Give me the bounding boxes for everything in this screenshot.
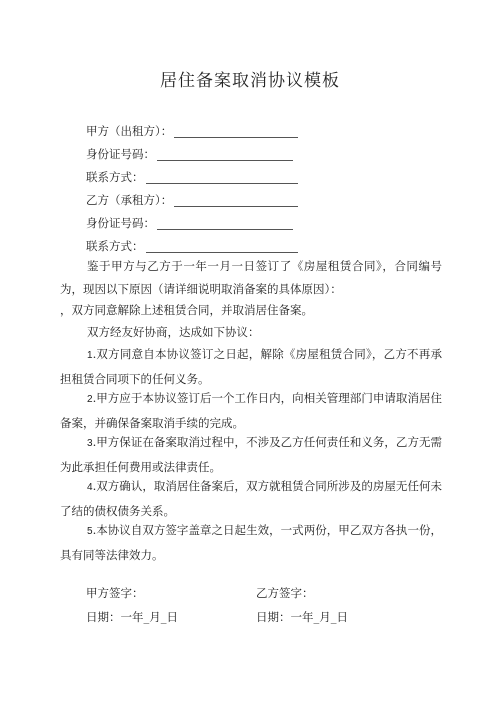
blank-line — [174, 126, 298, 138]
clause-number: 4 — [87, 482, 93, 493]
clause-number: 1 — [87, 350, 93, 361]
field-label: 联系方式： — [86, 170, 144, 184]
party-a-name-field — [86, 124, 298, 138]
clause-5 — [60, 519, 442, 566]
clause-number: 2 — [87, 394, 93, 405]
field-label: 身份证号码： — [86, 216, 155, 230]
field-label: 身份证号码： — [86, 147, 155, 161]
document-title: 居住备案取消协议模板 — [160, 71, 340, 91]
blank-line — [146, 172, 298, 184]
clause-text: .甲方应于本协议签订后一个工作日内，向相关管理部门申请取消居住备案，并确保备案取消手续的完成。 — [60, 391, 442, 430]
party-a-id-field — [86, 147, 293, 161]
clause-number: 3 — [87, 438, 93, 449]
clause-1 — [60, 343, 442, 390]
clause-4 — [60, 475, 442, 522]
clause-text: .双方同意自本协议签订之日起，解除《房屋租赁合同》，乙方不再承担租赁合同项下的任何义务。 — [60, 347, 442, 386]
agreement-lead: 双方经友好协商，达成如下协议： — [87, 325, 260, 339]
field-label: 甲方（出租方）： — [86, 124, 173, 138]
consent-paragraph: ，双方同意解除上述租赁合同，并取消居住备案。 — [60, 303, 313, 317]
clause-text: .本协议自双方签字盖章之日起生效，一式两份，甲乙双方各执一份，具有同等法律效力。 — [60, 523, 442, 562]
field-label: 乙方（承租方）： — [86, 193, 173, 207]
clause-text: .甲方保证在备案取消过程中，不涉及乙方任何责任和义务，乙方无需为此承担任何费用或法律责任。 — [60, 435, 442, 474]
clause-3 — [60, 431, 442, 478]
party-a-date-label: 日期：一年_月_日 — [86, 610, 178, 624]
field-label: 联系方式： — [86, 239, 144, 253]
blank-line — [157, 218, 293, 230]
blank-line — [174, 195, 298, 207]
party-a-contact-field — [86, 170, 298, 184]
blank-line — [146, 241, 298, 253]
blank-line — [157, 149, 293, 161]
intro-paragraph: 鉴于甲方与乙方于一年一月一日签订了《房屋租赁合同》，合同编号为，现因以下原因（请详细说明取消备案的具体原因）： — [60, 259, 442, 296]
party-b-name-field — [86, 193, 298, 207]
party-b-signature-label: 乙方签字： — [256, 586, 314, 600]
clause-text: .双方确认，取消居住备案后，双方就租赁合同所涉及的房屋无任何未了结的债权债务关系。 — [60, 479, 442, 518]
clause-number: 5 — [87, 526, 93, 537]
party-a-signature-label: 甲方签字： — [86, 586, 144, 600]
party-b-contact-field — [86, 239, 298, 253]
clause-2 — [60, 387, 442, 434]
party-b-date-label: 日期：一年_月_日 — [256, 610, 348, 624]
party-b-id-field — [86, 216, 293, 230]
